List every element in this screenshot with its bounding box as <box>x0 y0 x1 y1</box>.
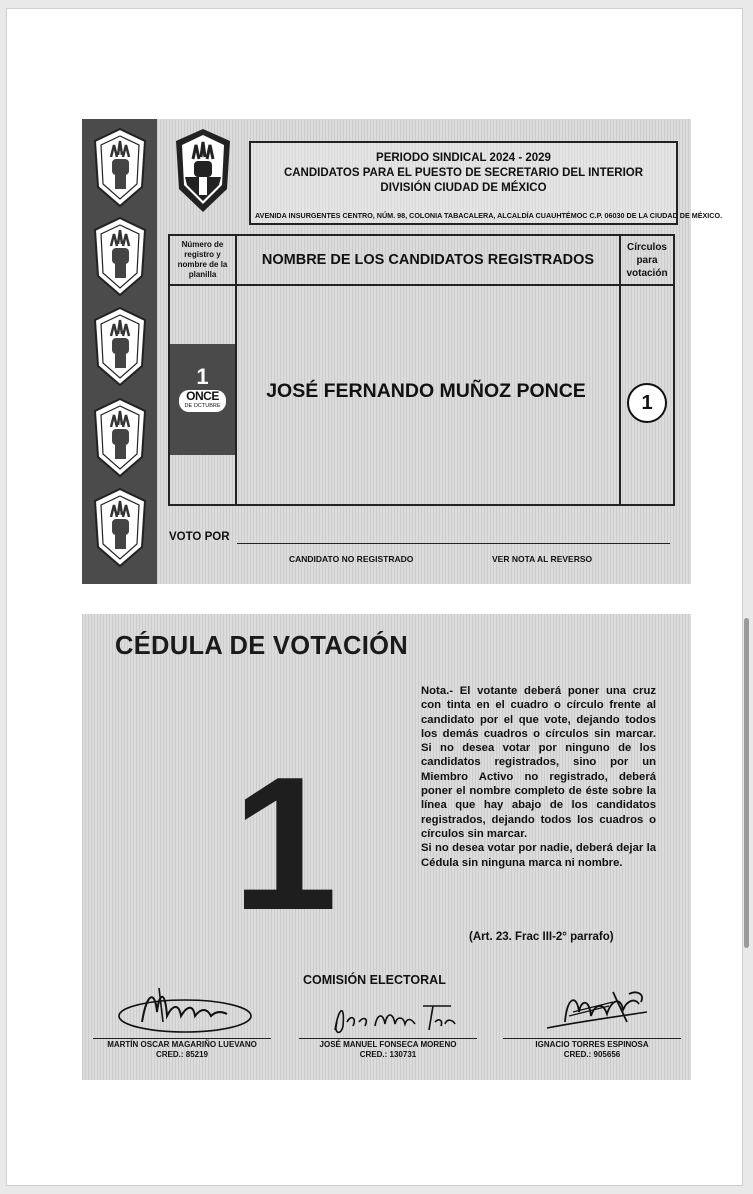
column-header-nombres: NOMBRE DE LOS CANDIDATOS REGISTRADOS <box>261 252 595 268</box>
signature-icon <box>313 982 463 1038</box>
instructions-paragraph: Si no desea votar por nadie, deberá dejar la Cédula sin ninguna marca ni nombre. <box>421 842 656 869</box>
union-emblem-icon <box>92 216 148 298</box>
cedula-number: 1 <box>232 738 338 950</box>
candidates-table <box>168 234 675 506</box>
signatory-name: JOSÉ MANUEL FONSECA MORENO <box>319 1040 457 1049</box>
document-page <box>6 8 743 1186</box>
planilla-cell <box>170 344 235 455</box>
signature-icon <box>107 982 257 1038</box>
commission-title: COMISIÓN ELECTORAL <box>303 973 446 987</box>
signature-block <box>87 982 277 1060</box>
signature-line <box>503 1038 681 1039</box>
signature-block <box>497 982 687 1060</box>
ballot-period: PERIODO SINDICAL 2024 - 2029 <box>376 152 551 164</box>
union-emblem-icon <box>92 397 148 479</box>
vertical-scrollbar[interactable] <box>744 618 749 948</box>
ballot-division: DIVISIÓN CIUDAD DE MÉXICO <box>380 182 547 194</box>
column-header-registro: Número de registro y nombre de la planilla <box>177 240 228 279</box>
ballot-header <box>249 141 723 225</box>
planilla-logo-word: ONCE <box>186 389 219 403</box>
table-divider <box>170 284 673 286</box>
voter-instructions <box>421 684 656 870</box>
signature-block <box>293 982 483 1060</box>
planilla-number: 1 <box>196 364 209 389</box>
signatory-name: MARTÍN OSCAR MAGARIÑO LUEVANO <box>107 1040 257 1049</box>
voting-card-back <box>82 614 691 1080</box>
signatory-cred: CRED.: 130731 <box>359 1050 417 1059</box>
instructions-paragraph: Nota.- El votante deberá poner una cruz con tinta en el cuadro o círculo frente al candidato por el que vote, dejando todos los demás cuadros o círculos sin marcar. Si no desea votar por ninguno de los candidatos registrados, sino por un Miembro Activo no registrado, deberá poner el nombre completo de éste sobre la línea que hay abajo de los candidatos registrados, dejando todos los cuadros o círculos sin marcar. <box>421 685 656 840</box>
article-reference: (Art. 23. Frac III-2° parrafo) <box>469 931 614 943</box>
union-emblem-icon <box>92 127 148 209</box>
signatory-cred: CRED.: 905656 <box>563 1050 621 1059</box>
signature-icon <box>517 982 667 1038</box>
reverse-note-caption: VER NOTA AL REVERSO <box>492 554 593 564</box>
write-in-line[interactable] <box>237 543 670 544</box>
signatory-cred: CRED.: 85219 <box>155 1050 209 1059</box>
union-emblem-icon <box>92 487 148 569</box>
vote-circle[interactable]: 1 <box>627 383 667 423</box>
ballot-card <box>82 119 723 584</box>
signature-line <box>299 1038 477 1039</box>
planilla-logo-sub: DE OCTUBRE <box>184 403 221 409</box>
signature-line <box>93 1038 271 1039</box>
voto-por-label: VOTO POR <box>169 531 230 543</box>
union-logo-icon <box>173 127 233 215</box>
union-emblem-icon <box>92 306 148 388</box>
signatory-name: IGNACIO TORRES ESPINOSA <box>535 1040 649 1049</box>
column-header-circulos: Círculos para votación <box>626 241 668 279</box>
cedula-title: CÉDULA DE VOTACIÓN <box>115 632 408 660</box>
ballot-address: AVENIDA INSURGENTES CENTRO, NÚM. 98, COLONIA TABACALERA, ALCALDÍA CUAUHTÉMOC C.P. 06030 DE LA CIUDAD DE MÉXICO. <box>255 211 723 220</box>
candidate-name: JOSÉ FERNANDO MUÑOZ PONCE <box>266 380 586 402</box>
once-de-octubre-logo <box>179 390 225 412</box>
ballot-position: CANDIDATOS PARA EL PUESTO DE SECRETARIO DEL INTERIOR <box>283 167 644 179</box>
emblem-strip <box>82 119 157 584</box>
write-in-caption: CANDIDATO NO REGISTRADO <box>289 554 414 564</box>
